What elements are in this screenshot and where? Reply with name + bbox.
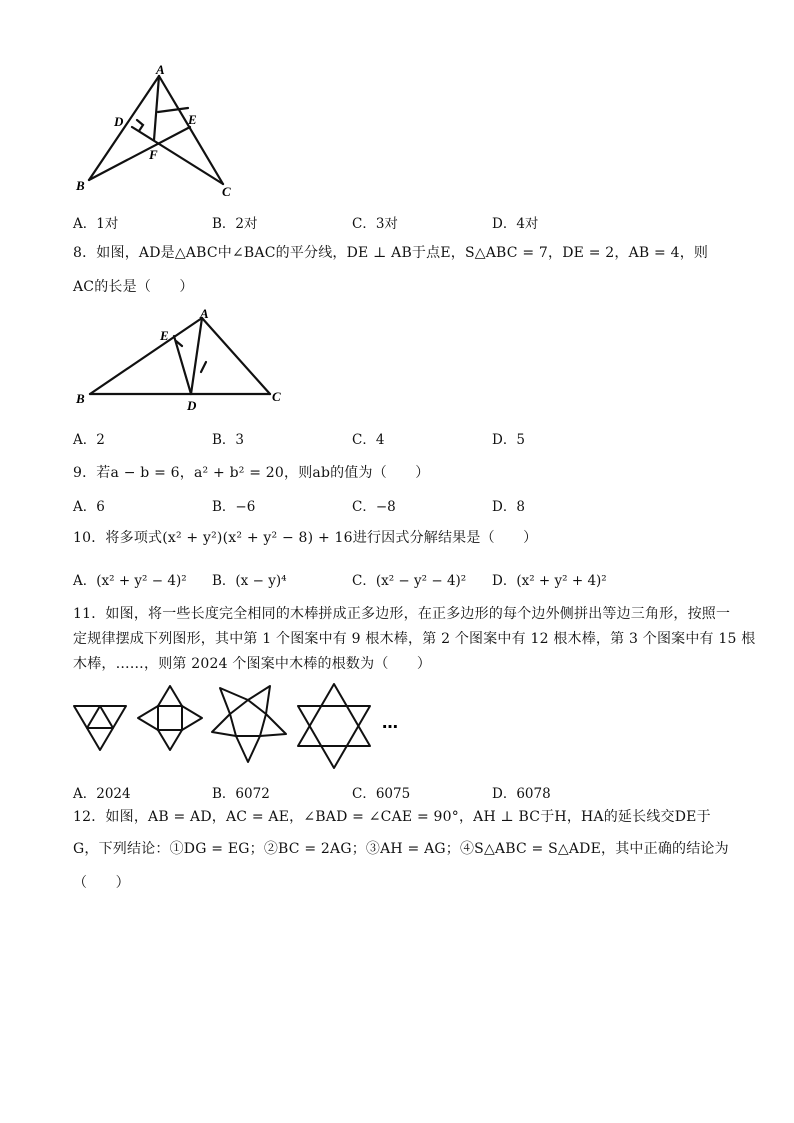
q11-stem-line2: 定规律摆成下列图形，其中第 1 个图案中有 9 根木棒，第 2 个图案中有 12 根木棒，第 3 个图案中有 15 根 bbox=[73, 631, 756, 647]
q8-option-b: B．3 bbox=[212, 432, 245, 448]
fig8-label-d: D bbox=[187, 398, 197, 412]
q7-option-d: D．4对 bbox=[492, 216, 539, 232]
q12-stem-line1: 12．如图，AB = AD，AC = AE，∠BAD = ∠CAE = 90°，AH ⊥ BC于H，HA的延长线交DE于 bbox=[73, 809, 711, 825]
fig8-label-b: B bbox=[76, 391, 85, 406]
q8-stem-line1: 8．如图，AD是△ABC中∠BAC的平分线，DE ⊥ AB于点E，S△ABC = 7，DE = 2，AB = 4，则 bbox=[73, 245, 709, 261]
pattern-1 bbox=[74, 706, 126, 750]
pattern-4 bbox=[298, 684, 370, 768]
fig8-label-c: C bbox=[272, 389, 281, 404]
fig7-label-b: B bbox=[76, 178, 85, 193]
q11-stem-line3: 木棒，……，则第 2024 个图案中木棒的根数为（ ） bbox=[73, 656, 432, 672]
pattern-3 bbox=[212, 686, 286, 762]
figure-q11-patterns bbox=[68, 676, 408, 776]
q11-option-d: D．6078 bbox=[492, 786, 551, 802]
fig8-label-e: E bbox=[160, 328, 169, 343]
fig7-label-d: D bbox=[114, 114, 124, 129]
q11-stem-line1: 11．如图，将一些长度完全相同的木棒拼成正多边形，在正多边形的每个边外侧拼出等边三角形，按照一 bbox=[73, 606, 731, 622]
q9-stem: 9．若a − b = 6，a² + b² = 20，则ab的值为（ ） bbox=[73, 465, 430, 481]
q8-stem-line2: AC的长是（ ） bbox=[73, 279, 194, 295]
fig7-label-e: E bbox=[188, 112, 197, 127]
fig8-label-a: A bbox=[200, 306, 209, 321]
fig7-label-c: C bbox=[222, 184, 231, 199]
figure-q7 bbox=[70, 62, 250, 202]
fig7-label-a: A bbox=[156, 62, 165, 77]
q10-option-b: B．(x − y)⁴ bbox=[212, 573, 287, 589]
fig7-label-f: F bbox=[149, 147, 158, 162]
q9-option-c: C．−8 bbox=[352, 499, 396, 515]
q11-option-c: C．6075 bbox=[352, 786, 411, 802]
q12-stem-line3: （ ） bbox=[73, 875, 130, 891]
q9-option-b: B．−6 bbox=[212, 499, 256, 515]
q8-option-c: C．4 bbox=[352, 432, 385, 448]
pattern-2 bbox=[138, 686, 202, 750]
q11-option-a: A．2024 bbox=[73, 786, 131, 802]
q10-option-d: D．(x² + y² + 4)² bbox=[492, 573, 607, 589]
q10-option-a: A．(x² + y² − 4)² bbox=[73, 573, 187, 589]
figure-q8 bbox=[70, 302, 290, 412]
q11-ellipsis: … bbox=[382, 713, 398, 732]
q7-option-a: A．1对 bbox=[73, 216, 119, 232]
q7-option-b: B．2对 bbox=[212, 216, 258, 232]
q9-option-d: D．8 bbox=[492, 499, 525, 515]
q8-option-d: D．5 bbox=[492, 432, 525, 448]
q12-stem-line2: G，下列结论：①DG = EG；②BC = 2AG；③AH = AG；④S△ABC = S△ADE，其中正确的结论为 bbox=[73, 841, 729, 857]
q10-option-c: C．(x² − y² − 4)² bbox=[352, 573, 467, 589]
q8-option-a: A．2 bbox=[73, 432, 105, 448]
q9-option-a: A．6 bbox=[73, 499, 105, 515]
q11-option-b: B．6072 bbox=[212, 786, 270, 802]
q10-stem: 10．将多项式(x² + y²)(x² + y² − 8) + 16进行因式分解结果是（ ） bbox=[73, 530, 538, 546]
q7-option-c: C．3对 bbox=[352, 216, 398, 232]
